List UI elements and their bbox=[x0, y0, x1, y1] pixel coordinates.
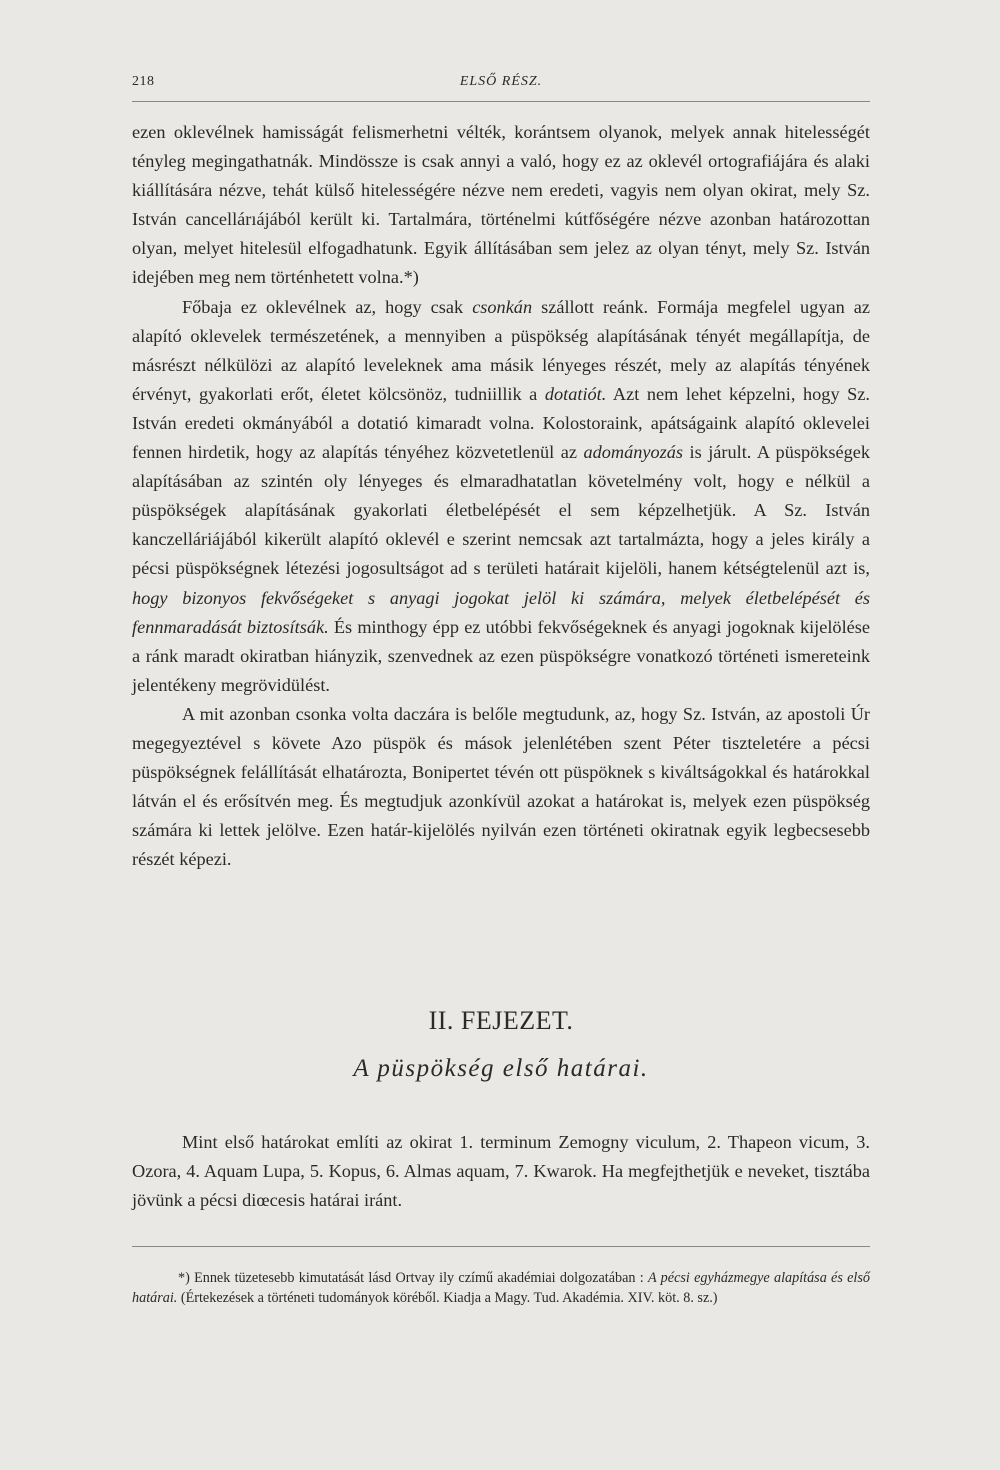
body-text bbox=[132, 118, 870, 874]
text-run: A mit azonban csonka volta daczára is belőle megtudunk, az, hogy Sz. István, az apostoli Úr megegyeztével s követe Azo püspök és mások jelenlétében szent Péter tiszteletére a pécsi püspökségnek felállítását elhatározta, Bonipertet tévén ott püspöknek s kiváltságokkal és határokkal látván el és erősítvén meg. És megtudjuk azonkívül azokat a határokat is, melyek ezen püspökség számára ki lettek jelölve. Ezen határ-kijelölés nyilván ezen történeti okiratnak egyik legbecsesebb részét képezi. bbox=[132, 703, 870, 870]
running-head bbox=[132, 74, 870, 94]
section-text bbox=[132, 1128, 870, 1215]
italic-text: hogy bizonyos fekvőségeket s anyagi jogokat jelöl ki számára, melyek életbelépését és fennmaradását biztosítsák. bbox=[132, 587, 870, 637]
header-rule bbox=[132, 101, 870, 102]
text-run: Főbaja ez oklevélnek az, hogy csak bbox=[182, 296, 473, 317]
paragraph bbox=[132, 118, 870, 293]
text-run: (Értekezések a történeti tudományok köréből. Kiadja a Magy. Tud. Akadémia. XIV. köt. 8. sz.) bbox=[177, 1290, 718, 1306]
chapter-heading: II. FEJEZET. bbox=[428, 1006, 574, 1035]
text-run: is járult. A püspökségek alapításában az szintén oly lényeges és elmaradhatatlan követelmény volt, hogy e nélkül a püspökségek alapításának gyakorlati életbelépését el sem képzelhetjük. A Sz. István kanczelláriájából kikerült alapító oklevél e szerint nemcsak azt tartalmázta, hogy a jeles király a pécsi püspökségnek létezési jogosultságot ad s területi határait kijelöli, hanem kétségtelenül azt is, bbox=[132, 442, 870, 579]
italic-text: A pécsi egyházmegye alapítása és első határai. bbox=[132, 1270, 870, 1306]
text-run: És minthogy épp ez utóbbi fekvőségeknek és anyagi jogoknak kijelölése a ránk maradt okiratban hiányzik, szenvednek az ezen püspökségre vonatkozó történeti ismereteink jelentékeny megrövidülést. bbox=[132, 616, 870, 695]
paragraph bbox=[132, 293, 870, 700]
footnote-rule bbox=[132, 1246, 870, 1247]
paragraph bbox=[132, 700, 870, 875]
footnote-text bbox=[132, 1268, 870, 1308]
running-head-title: ELSŐ RÉSZ. bbox=[459, 74, 543, 89]
footnote bbox=[132, 1268, 870, 1308]
text-run: ezen oklevélnek hamisságát felismerhetni vélték, korántsem olyanok, melyek annak hitelességét tényleg megingathatnák. Mindössze is csak annyi a való, hogy ez az oklevél ortografiájára és alaki kiállítására nézve, tehát külső hitelességére nézve nem eredeti, vagyis nem olyan okirat, mely Sz. István cancellárıájából került ki. Tartalmára, történelmi kútfőségére nézve azonban határozottan olyan, melyet hitelesül elfogadhatunk. Egyik állításában sem jelez az olyan tényt, mely Sz. István idejében meg nem történhetett volna.*) bbox=[132, 122, 870, 288]
text-run: szállott reánk. Formája megfelel ugyan az alapító oklevelek természetének, a mennyiben a püspökség alapításának tényét megállapítja, de másrészt nélkülözi az alapító leveleknek ama másik lényeges részét, mely az alapítás tényének érvényt, gyakorlati erőt, életet kölcsönöz, tudniillik a bbox=[132, 296, 870, 404]
chapter-title: A püspökség első határai. bbox=[353, 1055, 649, 1082]
text-run: *) Ennek tüzetesebb kimutatását lásd Ortvay ily czímű akadémiai dolgozatában : bbox=[178, 1270, 648, 1286]
paragraph: Mint első határokat említi az okirat 1. terminum Zemogny viculum, 2. Thapeon vicum, 3. Ozora, 4. Aquam Lupa, 5. Kopus, 6. Almas aquam, 7. Kwarok. Ha megfejthetjük e neveket, tisztába jövünk a pécsi diœcesis határai iránt. bbox=[132, 1132, 870, 1211]
italic-text: adományozás bbox=[583, 442, 684, 463]
text-run: Azt nem lehet képzelni, hogy Sz. István eredeti okmányából a dotatió kimaradt volna. Kolostoraink, apátságaink alapító oklevelei fennen hirdetik, hogy az alapítás tényéhez közvetetlenül az bbox=[132, 383, 871, 463]
italic-text: csonkán bbox=[472, 296, 533, 317]
page-number: 218 bbox=[132, 74, 155, 89]
italic-text: dotatiót. bbox=[544, 383, 607, 404]
